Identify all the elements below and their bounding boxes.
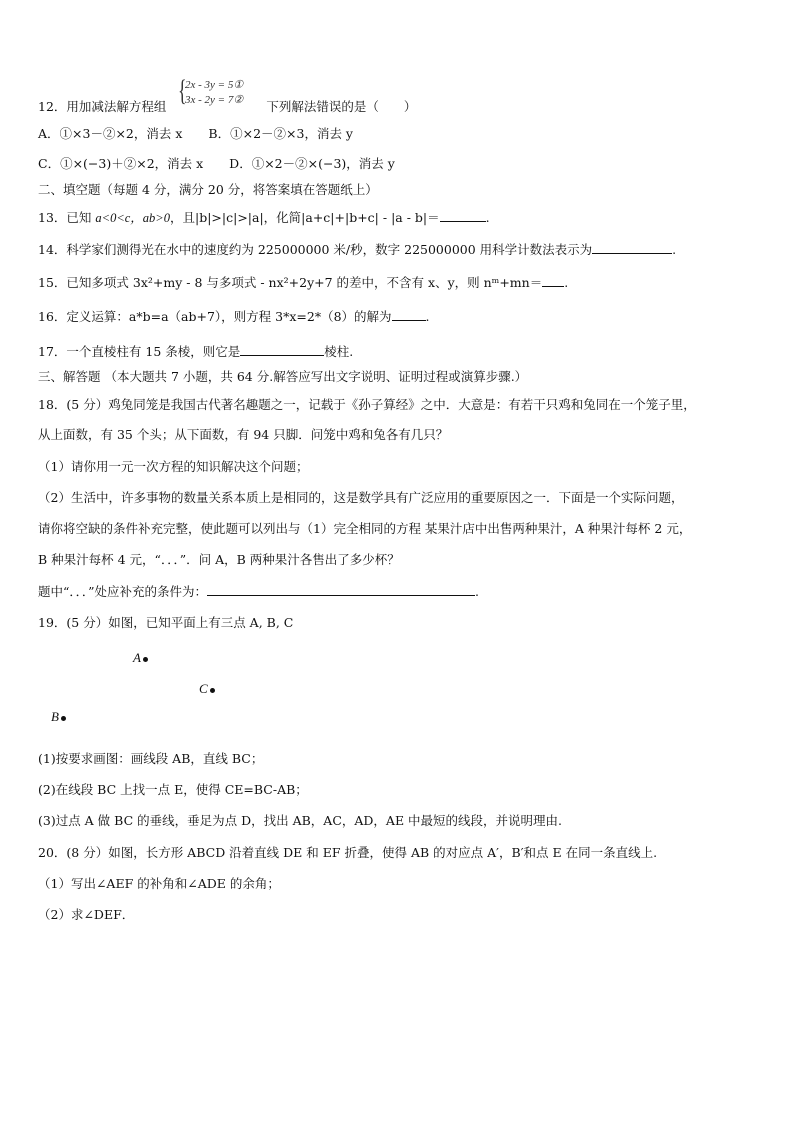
q17-answer-blank[interactable] — [240, 343, 324, 356]
q18-part-2-line-1: （2）生活中，许多事物的数量关系本质上是相同的，这是数学具有广泛应用的重要原因之一．下面是一个实际问题， — [38, 490, 684, 505]
q18-period: . — [475, 584, 480, 599]
section-answer: 三、解答题 （本大题共 7 小题，共 64 分.解答应写出文字说明、证明过程或演算步骤.） — [38, 369, 528, 384]
q20-stem: 20．(8 分）如图，长方形 ABCD 沿着直线 DE 和 EF 折叠，使得 AB 的对应点 A′，B′和点 E 在同一条直线上. — [38, 845, 658, 860]
q12-stem-end: 下列解法错误的是（ ） — [266, 99, 417, 114]
point-a-dot — [143, 657, 148, 662]
point-a-label: A — [133, 650, 141, 665]
q15-answer-blank[interactable] — [542, 274, 564, 287]
q12-option-a: A．①×3－②×2，消去 x — [38, 126, 183, 141]
q16 — [38, 308, 430, 325]
q13-text-c: ，且|b|>|c|>|a|，化简|a+c|+|b+c| - |a - b|＝ — [170, 210, 440, 225]
q18-part-2-fill — [38, 583, 479, 600]
q13-text-a: 13．已知 — [38, 210, 96, 225]
q14-answer-blank[interactable] — [592, 241, 672, 254]
q18-answer-blank[interactable] — [207, 583, 475, 596]
q20-part-2: （2）求∠DEF． — [38, 907, 135, 922]
q15-text: 15．已知多项式 3x²+my - 8 与多项式 - nx²+2y+7 的差中，不含有 x、y，则 nᵐ+mn＝ — [38, 275, 543, 290]
q12-options-ab — [38, 126, 353, 142]
q18-line-2: 从上面数，有 35 个头；从下面数，有 94 只脚．问笼中鸡和兔各有几只？ — [38, 427, 449, 442]
q14-text: 14．科学家们测得光在水中的速度约为 225000000 米/秒，数字 225000000 用科学计数法表示为 — [38, 242, 593, 257]
point-a — [133, 650, 148, 666]
point-c — [199, 681, 215, 697]
point-c-label: C — [199, 681, 208, 696]
q12-option-b: B．①×2－②×3，消去 y — [208, 126, 353, 141]
q19-part-2: (2)在线段 BC 上找一点 E，使得 CE=BC-AB； — [38, 782, 308, 797]
q12-option-d: D．①×2－②×(−3)，消去 y — [229, 156, 395, 171]
q19-part-1: (1)按要求画图：画线段 AB，直线 BC； — [38, 751, 264, 766]
point-b — [51, 709, 66, 725]
point-c-dot — [210, 688, 215, 693]
q16-answer-blank[interactable] — [392, 308, 426, 321]
q18-part-2-line-3: B 种果汁每杯 4 元，“．．．”．问 A，B 两种果汁各售出了多少杯？ — [38, 552, 400, 567]
q15-period: . — [564, 275, 569, 290]
q12-stem — [38, 99, 416, 115]
q13-math: a<0<c，ab>0 — [95, 211, 170, 225]
q18-line-1: 18．(5 分）鸡兔同笼是我国古代著名趣题之一，记载于《孙子算经》之中．大意是：有若干只鸡和兔同在一个笼子里， — [38, 397, 696, 412]
q18-part-1: （1）请你用一元一次方程的知识解决这个问题； — [38, 459, 309, 474]
q17-text: 17．一个直棱柱有 15 条棱，则它是 — [38, 344, 241, 359]
q12-options-cd — [38, 156, 395, 172]
q19-stem: 19．(5 分）如图，已知平面上有三点 A, B, C — [38, 615, 294, 630]
q17 — [38, 343, 353, 360]
q13-answer-blank[interactable] — [440, 209, 486, 222]
q17-text-end: 棱柱. — [324, 344, 354, 359]
q18-part-2-line-2: 请你将空缺的条件补充完整，使此题可以列出与（1）完全相同的方程 某果汁店中出售两种果汁，A 种果汁每杯 2 元， — [38, 521, 692, 536]
q16-text: 16．定义运算：a*b=a（ab+7），则方程 3*x=2*（8）的解为 — [38, 309, 392, 324]
q12-option-c: C．①×(−3)＋②×2，消去 x — [38, 156, 204, 171]
q18-fill-label: 题中“．．．”处应补充的条件为： — [38, 584, 208, 599]
q14-period: . — [672, 242, 677, 257]
point-b-dot — [61, 716, 66, 721]
q15 — [38, 274, 568, 291]
q20-part-1: （1）写出∠AEF 的补角和∠ADE 的余角； — [38, 876, 280, 891]
q12-stem-start: 12．用加减法解方程组 — [38, 99, 167, 114]
point-b-label: B — [51, 709, 59, 724]
q14 — [38, 241, 676, 258]
q19-part-3: (3)过点 A 做 BC 的垂线，垂足为点 D，找出 AB，AC，AD，AE 中最短的线段，并说明理由. — [38, 813, 563, 828]
equation-1: 2x - 3y = 5① — [185, 79, 244, 91]
left-brace: { — [178, 74, 187, 107]
equation-2: 3x - 2y = 7② — [185, 94, 244, 106]
q16-period: . — [425, 309, 430, 324]
q13 — [38, 209, 490, 226]
q13-period: . — [485, 210, 490, 225]
section-fill-in: 二、填空题（每题 4 分，满分 20 分，将答案填在答题纸上） — [38, 182, 378, 197]
